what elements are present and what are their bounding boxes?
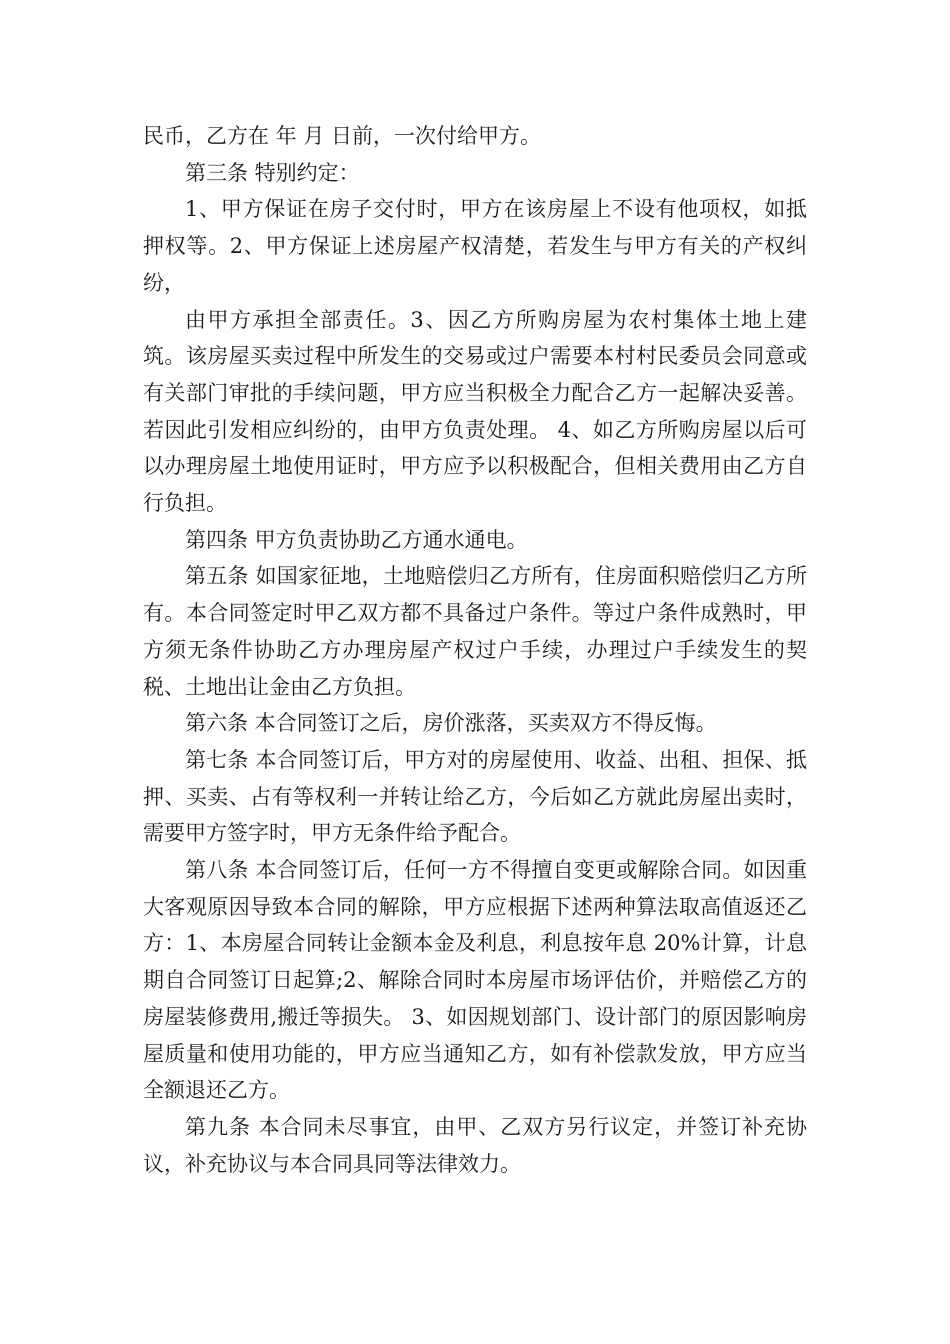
paragraph-article-4: 第四条 甲方负责协助乙方通水通电。 xyxy=(185,527,528,552)
paragraph-article-6: 第六条 本合同签订之后，房价涨落，买卖双方不得反悔。 xyxy=(185,711,717,736)
paragraph-1: 民币，乙方在 年 月 日前，一次付给甲方。 xyxy=(143,124,542,148)
paragraph-article-8: 第八条 本合同签订后，任何一方不得擅自变更或解除合同。如因重大客观原因导致本合同的解除，甲方应根据下述两种算法取高值返还乙方：1、本房屋合同转让金额本金及利息，利息按年息 20%计算，计息期自合同签订日起算;2、解除合同时本房屋市场评估价，并赔偿乙方的房屋装修费用,搬迁等损失。 3、如因规划部门、设计部门的原因影响房屋质量和使用功能的，甲方应当通知乙方，如有补偿款发放，甲方应当全额退还乙方。 xyxy=(143,858,807,1103)
paragraph-article-5: 第五条 如国家征地，土地赔偿归乙方所有，住房面积赔偿归乙方所有。本合同签定时甲乙双方都不具备过户条件。等过户条件成熟时，甲方须无条件协助乙方办理房屋产权过户手续，办理过户手续发生的契税、土地出让金由乙方负担。 xyxy=(143,564,807,699)
paragraph-article-7: 第七条 本合同签订后，甲方对的房屋使用、收益、出租、担保、抵押、买卖、占有等权利一并转让给乙方，今后如乙方就此房屋出卖时，需要甲方签字时，甲方无条件给予配合。 xyxy=(143,747,807,846)
paragraph-article-3-clause-1-2: 1、甲方保证在房子交付时，甲方在该房屋上不设有他项权，如抵押权等。2、甲方保证上述房屋产权清楚，若发生与甲方有关的产权纠纷， xyxy=(143,197,807,295)
paragraph-article-3-heading: 第三条 特别约定： xyxy=(185,160,360,185)
paragraph-article-3-clause-3-4: 由甲方承担全部责任。3、因乙方所购房屋为农村集体土地上建筑。该房屋买卖过程中所发生的交易或过户需要本村村民委员会同意或有关部门审批的手续问题，甲方应当积极全力配合乙方一起解决妥善。若因此引发相应纠纷的，由甲方负责处理。 4、如乙方所购房屋以后可以办理房屋土地使用证时，甲方应予以积极配合，但相关费用由乙方自行负担。 xyxy=(143,307,807,516)
paragraph-article-9: 第九条 本合同未尽事宜，由甲、乙双方另行议定，并签订补充协议，补充协议与本合同具同等法律效力。 xyxy=(143,1114,807,1176)
document-body xyxy=(143,118,807,1182)
